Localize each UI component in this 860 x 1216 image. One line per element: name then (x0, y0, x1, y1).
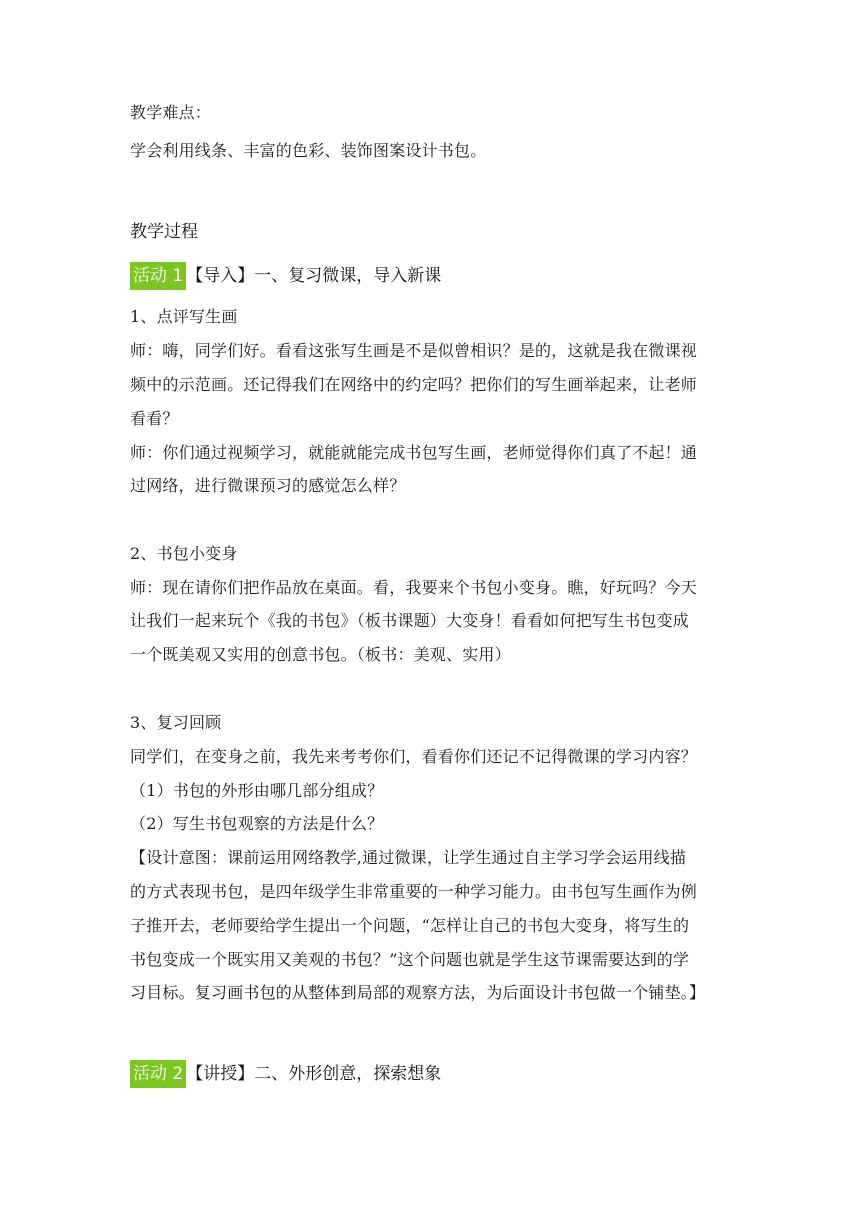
design-intent-line: 【设计意图：课前运用网络教学,通过微课，让学生通过自主学习学会运用线描 (130, 848, 687, 867)
section-3-line: （1）书包的外形由哪几部分组成？ (130, 781, 384, 800)
section-2-line: 师：现在请你们把作品放在桌面。看，我要来个书包小变身。瞧，好玩吗？今天 (130, 578, 698, 597)
section-1-title: 1、点评写生画 (130, 307, 238, 326)
section-1-line: 频中的示范画。还记得我们在网络中的约定吗？把你们的写生画举起来，让老师 (130, 375, 698, 394)
activity-1-badge: 活动 1 (130, 262, 186, 290)
activity-1-header (130, 262, 441, 290)
section-2-title: 2、书包小变身 (130, 544, 238, 563)
difficulty-text: 学会利用线条、丰富的色彩、装饰图案设计书包。 (130, 141, 487, 160)
activity-2-header (130, 1060, 441, 1088)
activity-2-title: 【讲授】二、外形创意，探索想象 (186, 1064, 442, 1084)
section-1-line: 过网络，进行微课预习的感觉怎么样？ (130, 476, 406, 495)
design-intent-line: 书包变成一个既实用又美观的书包？”这个问题也就是学生这节课需要达到的学 (130, 950, 690, 969)
design-intent-line: 习目标。复习画书包的从整体到局部的观察方法，为后面设计书包做一个铺垫。】 (130, 983, 706, 1002)
section-1-line: 看看？ (130, 409, 179, 428)
section-1-line: 师：嗨，同学们好。看看这张写生画是不是似曾相识？是的，这就是我在微课视 (130, 341, 698, 360)
section-3-line: 同学们，在变身之前，我先来考考你们，看看你们还记不记得微课的学习内容？ (130, 747, 698, 766)
section-1-line: 师：你们通过视频学习，就能就能完成书包写生画，老师觉得你们真了不起！通 (130, 443, 698, 462)
activity-2-badge: 活动 2 (130, 1060, 186, 1088)
activity-1-title: 【导入】一、复习微课，导入新课 (186, 266, 442, 286)
process-heading: 教学过程 (130, 222, 198, 242)
section-3-title: 3、复习回顾 (130, 713, 222, 732)
section-2-line: 让我们一起来玩个《我的书包》（板书课题）大变身！看看如何把写生书包变成 (130, 611, 690, 630)
design-intent-line: 子推开去，老师要给学生提出一个问题，“怎样让自己的书包大变身，将写生的 (130, 916, 690, 935)
design-intent-line: 的方式表现书包，是四年级学生非常重要的一种学习能力。由书包写生画作为例 (130, 882, 698, 901)
section-2-line: 一个既美观又实用的创意书包。（板书：美观、实用） (130, 645, 511, 664)
section-3-line: （2）写生书包观察的方法是什么？ (130, 814, 384, 833)
difficulty-label: 教学难点： (130, 103, 212, 122)
